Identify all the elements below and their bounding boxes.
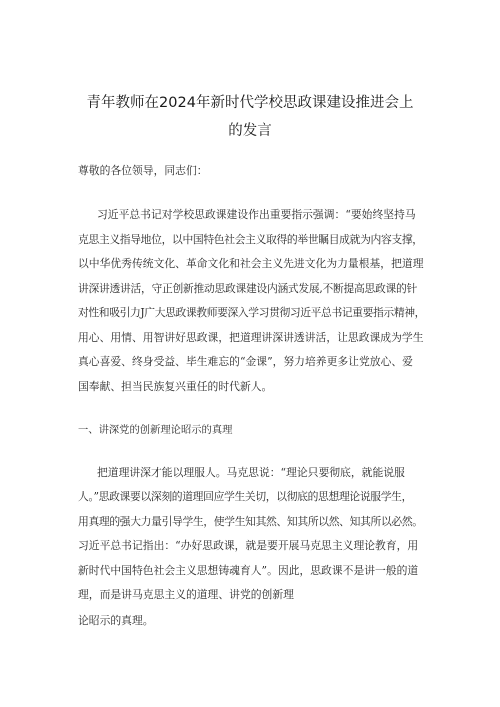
paragraph-1-line: 克思主义指导地位，以中国特色社会主义取得的举世瞩目成就为内容支撑， [78, 233, 423, 246]
paragraph-2-line: 新时代中国特色社会主义思想铸魂育人”。因此，思政课不是讲一般的道 [78, 564, 419, 577]
paragraph-1-line: 对性和吸引力J广大思政课教师要深入学习贯彻习近平总书记重要指示精神， [78, 306, 426, 319]
paragraph-2-line: 用真理的强大力量引导学生，使学生知其然、知其所以然、知其所以必然。 [78, 515, 423, 528]
document-title-line-1: 青年教师在2024年新时代学校思政课建设推进会上 [86, 95, 414, 111]
salutation: 尊敬的各位领导，同志们： [78, 164, 208, 177]
section-heading: 一、讲深党的创新理论昭示的真理 [78, 424, 233, 436]
paragraph-1-line: 以中华优秀传统文化、革命文化和社会主义先进文化为力量根基，把道理 [78, 257, 424, 270]
paragraph-2-line: 习近平总书记指出：“办好思政课，就是要开展马克思主义理论教育，用 [78, 539, 419, 552]
paragraph-1-line: 习近平总书记对学校思政课建设作出重要指示强调：“要始终坚持马 [97, 208, 416, 221]
paragraph-1-line: 真心喜爱、终身受益、毕生难忘的“金课”，努力培养更多让党放心、爱 [78, 355, 413, 368]
paragraph-2-line: 理，而是讲马克思主义的道理、讲党的创新理 [78, 588, 294, 601]
paragraph-1-line: 讲深讲透讲活，守正创新推动思政课建设内涵式发展,不断提高思政课的针 [78, 282, 418, 295]
paragraph-1-line: 用心、用情、用智讲好思政课，把道理讲深讲透讲活，让思政课成为学生 [78, 331, 424, 344]
paragraph-2-line: 论昭示的真理。 [78, 614, 154, 627]
paragraph-2-line: 人。”思政课要以深刻的道理回应学生关切，以彻底的思想理论说服学生， [78, 490, 413, 503]
document-title-line-2: 的发言 [228, 123, 272, 139]
paragraph-2-line: 把道理讲深才能以理服人。马克思说：“理论只要彻底，就能说服 [97, 466, 405, 479]
paragraph-1-line: 国奉献、担当民族复兴重任的时代新人。 [78, 380, 273, 393]
